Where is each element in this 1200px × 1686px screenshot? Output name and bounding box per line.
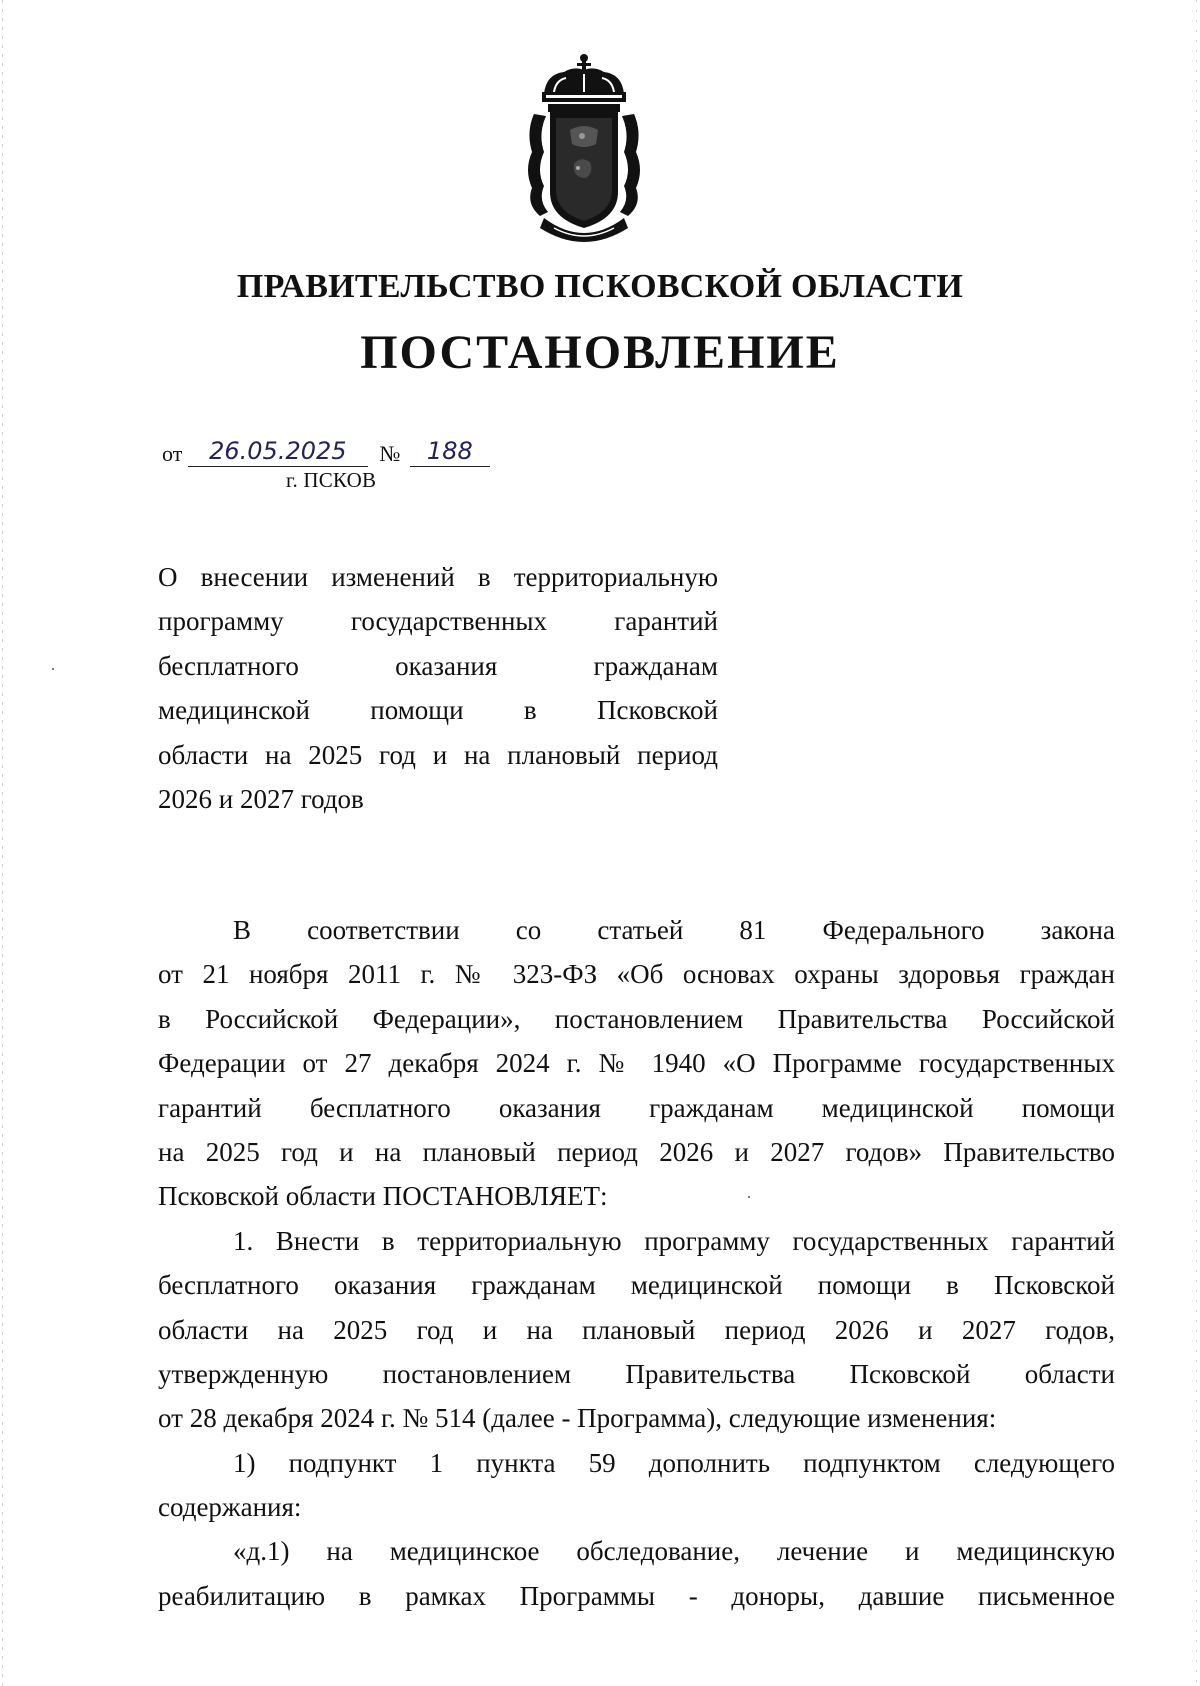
body-line: реабилитацию в рамках Программы - доноры, давшие письменное [158, 1580, 1115, 1611]
body-line: В соответствии со статьей 81 Федерального закона [233, 915, 1115, 945]
number-value: 188 [410, 436, 490, 467]
subject-line: программу государственных гарантий [158, 606, 718, 637]
number-label: № [379, 441, 401, 466]
body-line: от 21 ноября 2011 г. № 323-ФЗ «Об основах охраны здоровья граждан [158, 959, 1115, 990]
body-line: области на 2025 год и на плановый период 2026 и 2027 годов, [158, 1314, 1115, 1345]
document-type-title: ПОСТАНОВЛЕНИЕ [360, 326, 840, 379]
subject-line: 2026 и 2027 годов [158, 783, 364, 814]
subject-line: медицинской помощи в Псковской [158, 695, 718, 726]
body-line: утвержденную постановлением Правительства Псковской области [158, 1358, 1115, 1389]
scan-speck [52, 668, 54, 670]
date-value: 26.05.2025 [188, 436, 368, 467]
body-line: 1) подпункт 1 пункта 59 дополнить подпунктом следующего [233, 1447, 1115, 1478]
coat-of-arms-icon [524, 52, 644, 244]
subject-line: бесплатного оказания гражданам [158, 650, 718, 681]
city: г. ПСКОВ [286, 468, 377, 492]
body-line: бесплатного оказания гражданам медицинской помощи в Псковской [158, 1270, 1115, 1301]
body-line: 1. Внести в территориальную программу государственных гарантий [233, 1225, 1115, 1256]
document-subject [158, 555, 718, 821]
body-line: Федерации от 27 декабря 2024 г. № 1940 «О Программе государственных [158, 1048, 1115, 1079]
scan-edge-right [1196, 0, 1197, 1686]
document-body [158, 908, 1115, 1618]
government-title: ПРАВИТЕЛЬСТВО ПСКОВСКОЙ ОБЛАСТИ [236, 268, 964, 305]
body-line: Псковской области ПОСТАНОВЛЯЕТ: [158, 1181, 608, 1212]
scan-speck [748, 1196, 750, 1198]
subject-line: О внесении изменений в территориальную [158, 562, 718, 592]
scan-edge-left [2, 0, 3, 1686]
body-line: от 28 декабря 2024 г. № 514 (далее - Программа), следующие изменения: [158, 1403, 997, 1434]
date-number-line [162, 436, 490, 468]
body-line: в Российской Федерации», постановлением Правительства Российской [158, 1003, 1115, 1034]
body-line: «д.1) на медицинское обследование, лечение и медицинскую [233, 1536, 1115, 1567]
body-line: на 2025 год и на плановый период 2026 и 2027 годов» Правительство [158, 1136, 1115, 1167]
body-line: содержания: [158, 1492, 302, 1523]
subject-line: области на 2025 год и на плановый период [158, 739, 718, 770]
date-label: от [162, 441, 183, 466]
body-line: гарантий бесплатного оказания гражданам медицинской помощи [158, 1092, 1115, 1123]
